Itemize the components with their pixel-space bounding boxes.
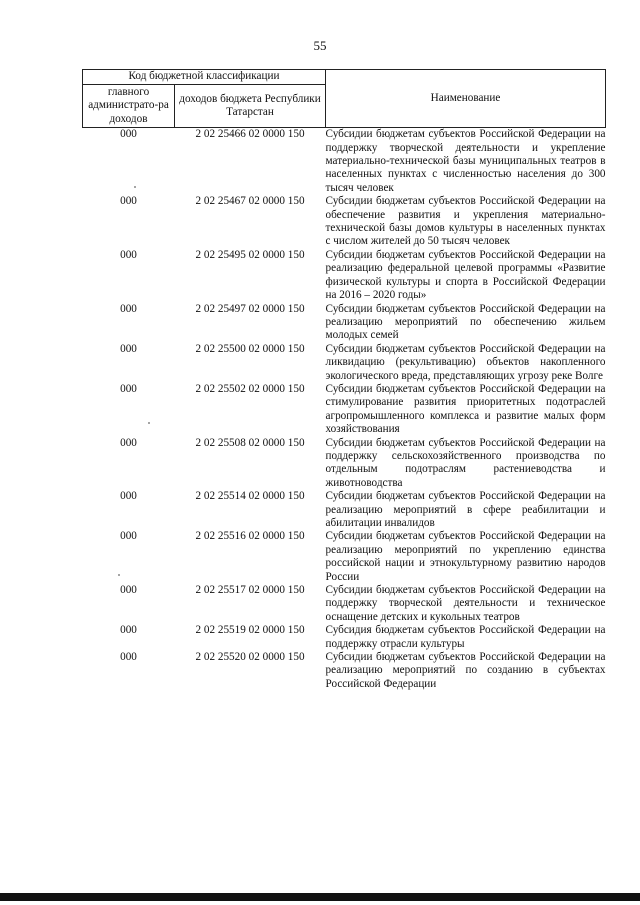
table-row (83, 584, 606, 624)
table-row (83, 437, 606, 491)
revenue-name-cell: Субсидии бюджетам субъектов Российской Федерации на поддержку сельскохозяйственного производства по отдельным подотраслям растениеводства и животноводства (325, 436, 606, 489)
admin-code-cell: 000 (120, 382, 137, 395)
admin-code-cell: 000 (120, 248, 137, 261)
table-row (83, 383, 606, 437)
admin-code-cell: 000 (120, 436, 137, 449)
revenue-name-cell: Субсидии бюджетам субъектов Российской Федерации на реализацию федеральной целевой программы «Развитие физической культуры и спорта в Российской Федерации на 2016 – 2020 годы» (325, 248, 606, 302)
scan-speck (134, 186, 136, 188)
table-body (83, 128, 606, 692)
table-row (83, 195, 606, 249)
revenue-code-cell: 2 02 25500 02 0000 150 (195, 342, 305, 355)
admin-code-cell: 000 (120, 624, 137, 637)
scan-speck (118, 574, 120, 576)
revenue-name-cell: Субсидии бюджетам субъектов Российской Федерации на поддержку творческой деятельности и укрепление материально-технической базы муниципальных театров в населенных пунктах с численностью населения до 300 тысяч человек (325, 128, 606, 194)
admin-code-cell: 000 (120, 128, 137, 141)
revenue-code-cell: 2 02 25517 02 0000 150 (195, 584, 305, 597)
header-main-administrator: главного администрато-ра доходов (83, 85, 175, 128)
table-row (83, 128, 606, 196)
table-row (83, 490, 606, 530)
revenue-name-cell: Субсидии бюджетам субъектов Российской Федерации на реализацию мероприятий в сфере реабилитации и абилитации инвалидов (325, 490, 606, 529)
table-row (83, 343, 606, 383)
revenue-name-cell: Субсидии бюджетам субъектов Российской Федерации на реализацию мероприятий по обеспечению жильем молодых семей (325, 302, 606, 342)
revenue-name-cell: Субсидия бюджетам субъектов Российской Федерации на поддержку отрасли культуры (325, 624, 606, 650)
header-budget-classification-code: Код бюджетной классификации (83, 70, 326, 85)
table-row (83, 651, 606, 691)
revenue-name-cell: Субсидии бюджетам субъектов Российской Федерации на обеспечение развития и укрепления материально-технической базы домов культуры в населенных пунктах с числом жителей до 50 тысяч человек (325, 195, 606, 248)
page-number: 55 (313, 38, 327, 53)
revenue-code-cell: 2 02 25508 02 0000 150 (195, 436, 305, 449)
header-name: Наименование (326, 70, 606, 128)
revenue-code-cell: 2 02 25520 02 0000 150 (195, 651, 305, 664)
admin-code-cell: 000 (120, 584, 137, 597)
revenue-code-cell: 2 02 25467 02 0000 150 (195, 195, 305, 208)
revenue-name-cell: Субсидии бюджетам субъектов Российской Федерации на ликвидацию (рекультивацию) объектов накопленного экологического вреда, представляющих угрозу реке Волге (325, 342, 606, 382)
revenue-name-cell: Субсидии бюджетам субъектов Российской Федерации на стимулирование развития приоритетных подотраслей агропромышленного комплекса и развитие малых форм хозяйствования (325, 382, 606, 436)
scan-bottom-edge (0, 893, 640, 901)
revenue-code-cell: 2 02 25514 02 0000 150 (195, 490, 305, 503)
admin-code-cell: 000 (120, 651, 137, 664)
admin-code-cell: 000 (120, 530, 137, 543)
header-revenue-code: доходов бюджета Республики Татарстан (175, 85, 326, 128)
admin-code-cell: 000 (120, 342, 137, 355)
table-row (83, 249, 606, 303)
revenue-code-cell: 2 02 25516 02 0000 150 (195, 530, 305, 543)
revenue-code-cell: 2 02 25495 02 0000 150 (195, 248, 305, 261)
table-row (83, 303, 606, 343)
revenue-name-cell: Субсидии бюджетам субъектов Российской Федерации на реализацию мероприятий по укреплению единства российской нации и этнокультурному развитию народов России (325, 530, 606, 583)
table-header (83, 70, 606, 128)
budget-classification-table (82, 69, 606, 691)
revenue-code-cell: 2 02 25502 02 0000 150 (195, 382, 305, 395)
revenue-code-cell: 2 02 25466 02 0000 150 (195, 128, 305, 141)
admin-code-cell: 000 (120, 490, 137, 503)
revenue-code-cell: 2 02 25519 02 0000 150 (195, 624, 305, 637)
revenue-name-cell: Субсидии бюджетам субъектов Российской Федерации на поддержку творческой деятельности и техническое оснащение детских и кукольных театров (325, 584, 606, 623)
revenue-code-cell: 2 02 25497 02 0000 150 (195, 302, 305, 315)
scan-speck (148, 422, 150, 424)
admin-code-cell: 000 (120, 302, 137, 315)
table-row (83, 624, 606, 651)
admin-code-cell: 000 (120, 195, 137, 208)
table-row (83, 530, 606, 584)
revenue-name-cell: Субсидии бюджетам субъектов Российской Федерации на реализацию мероприятий по созданию в субъектах Российской Федерации (325, 651, 606, 690)
